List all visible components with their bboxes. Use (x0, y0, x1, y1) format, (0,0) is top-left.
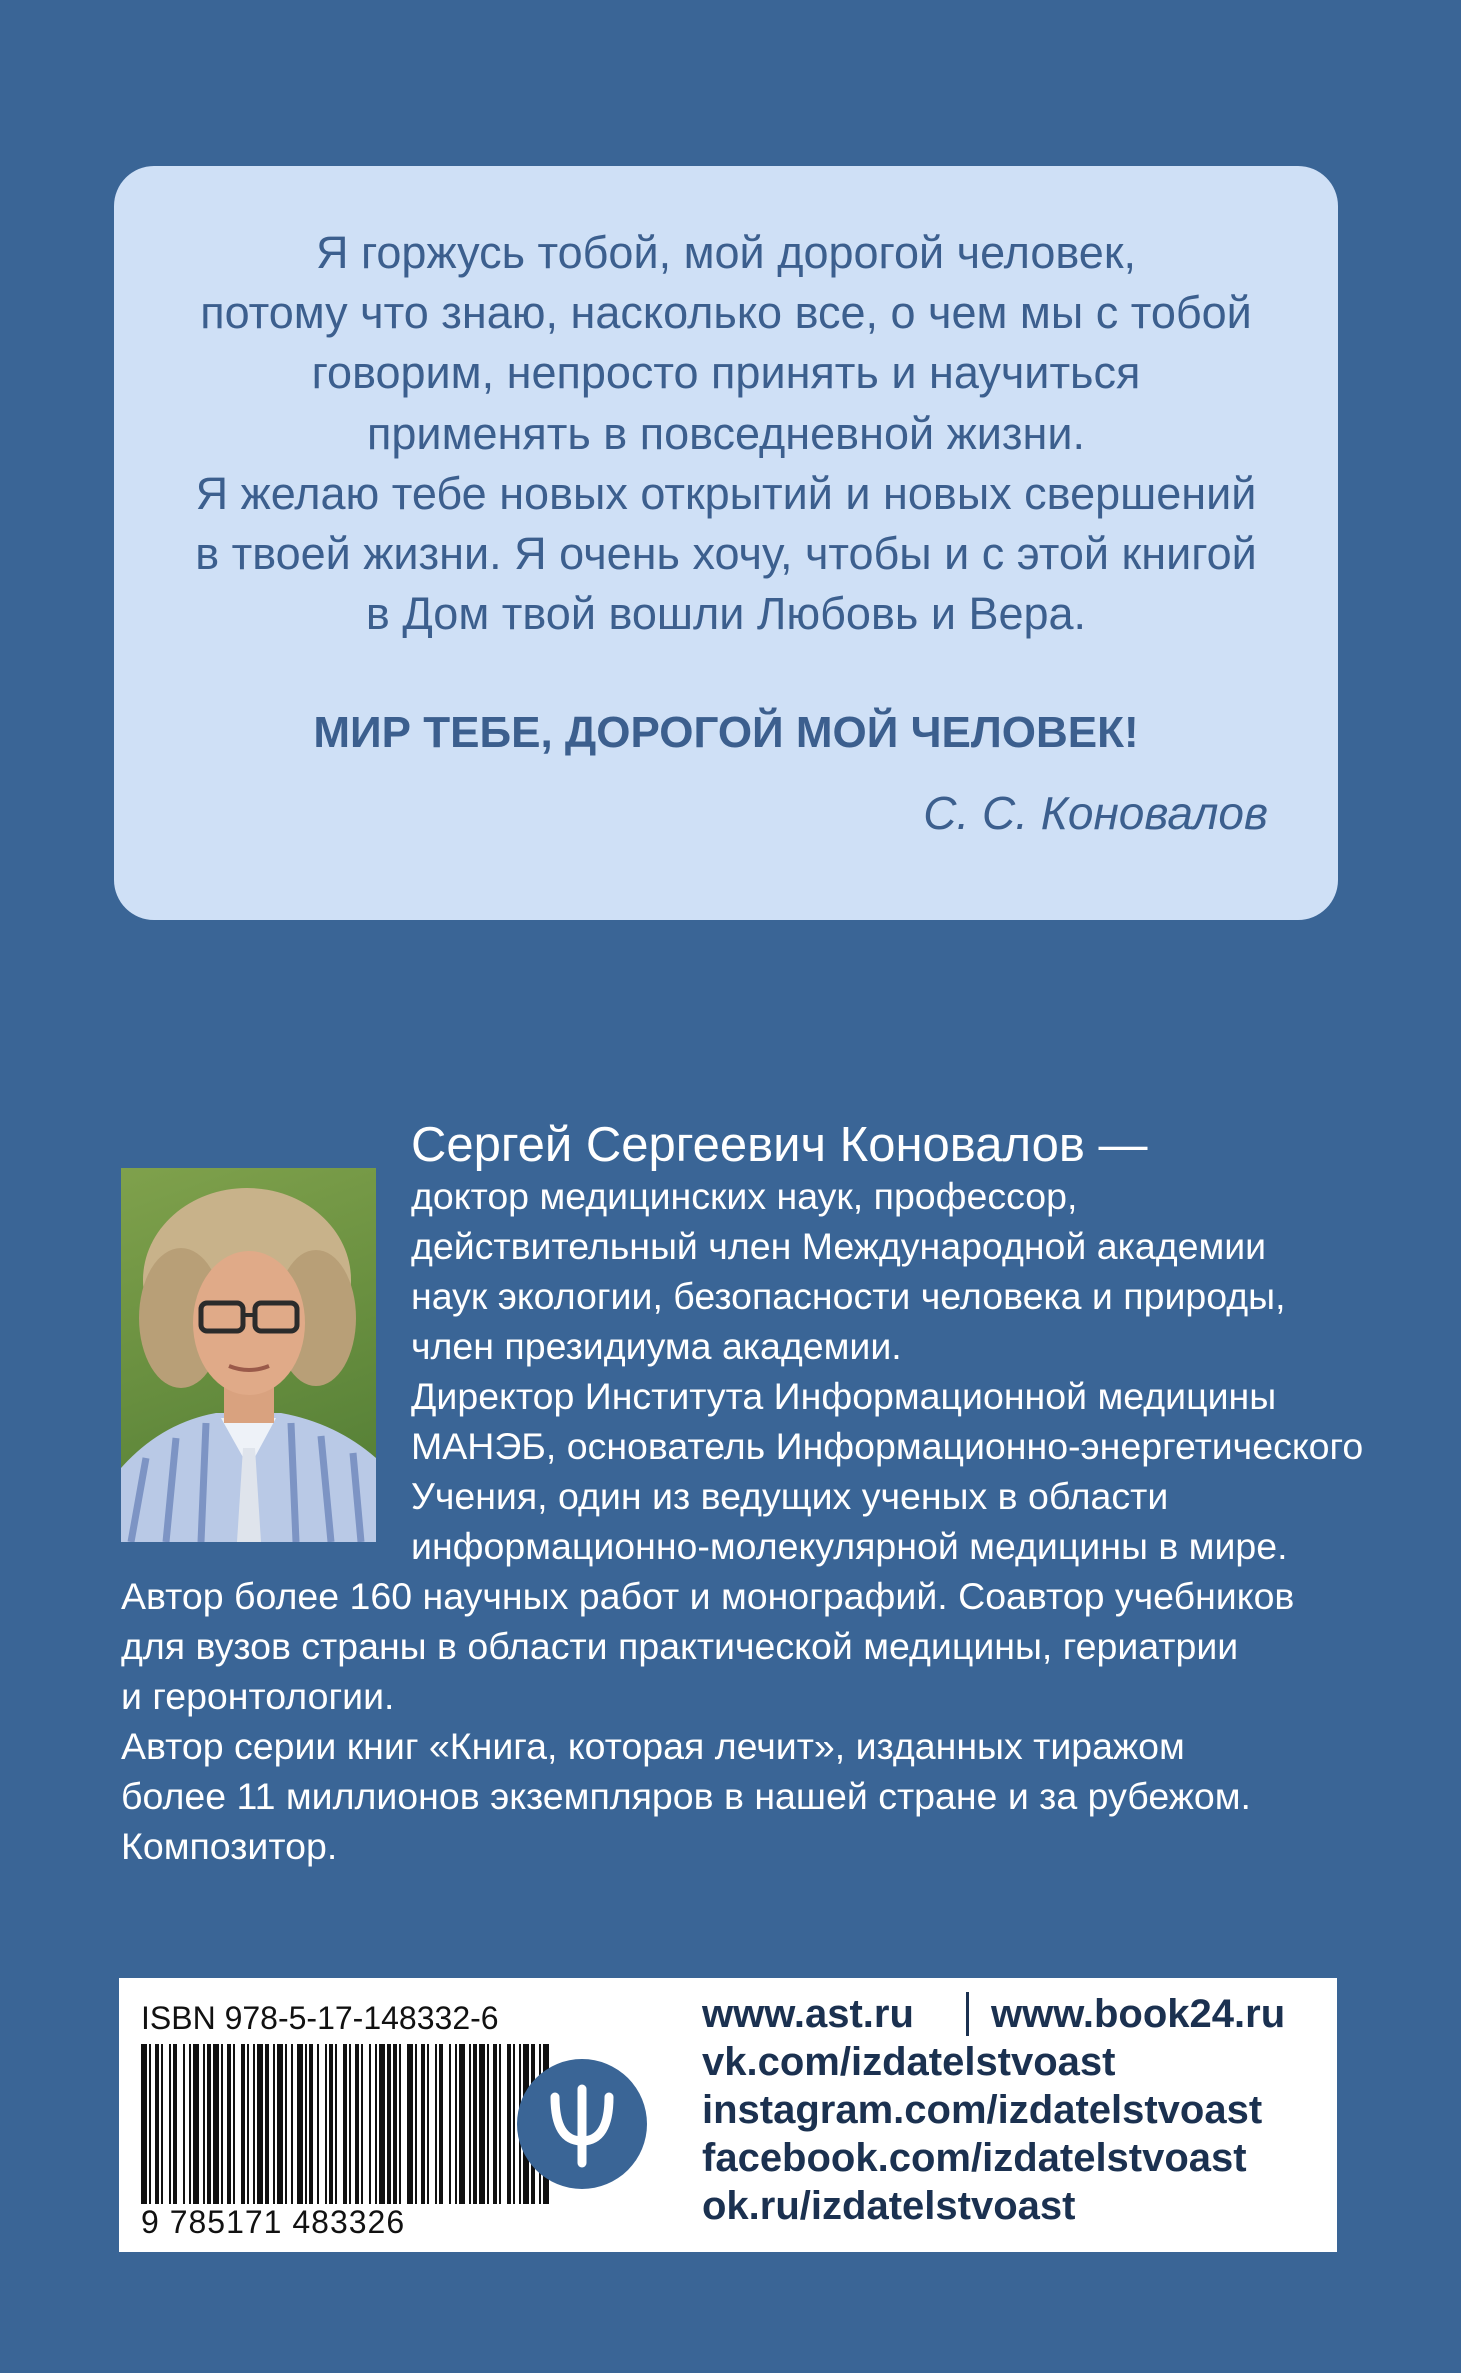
barcode-bar (449, 2044, 451, 2204)
barcode-bar (513, 2044, 515, 2204)
quote-motto: МИР ТЕБЕ, ДОРОГОЙ МОЙ ЧЕЛОВЕК! (313, 708, 1139, 757)
barcode-bar (469, 2044, 471, 2204)
barcode-bar (149, 2044, 151, 2204)
bio-line: Автор более 160 научных работ и монографий. Соавтор учебников (121, 1575, 1295, 1617)
isbn-label: ISBN 978-5-17-148332-6 (141, 2000, 499, 2036)
barcode-bar (421, 2044, 425, 2204)
barcode-bar (317, 2044, 319, 2204)
barcode-bar (203, 2044, 205, 2204)
barcode-bar (265, 2044, 269, 2204)
barcode-digits: 9 785171 483326 (141, 2204, 406, 2240)
barcode-bar (329, 2044, 333, 2204)
quote-box (114, 166, 1338, 920)
link-book24[interactable]: www.book24.ru (991, 1992, 1286, 2036)
link-divider (966, 1992, 969, 2036)
bio-line: МАНЭБ, основатель Информационно-энергетического (411, 1425, 1364, 1467)
barcode-bar (257, 2044, 263, 2204)
barcode-bar (193, 2044, 199, 2204)
quote-line: говорим, непросто принять и научиться (311, 347, 1141, 398)
quote-line: применять в повседневной жизни. (367, 408, 1085, 459)
barcode-bar (233, 2044, 235, 2204)
barcode-bar (493, 2044, 497, 2204)
barcode-bar (487, 2044, 489, 2204)
barcode-bar (309, 2044, 313, 2204)
quote-line: потому что знаю, насколько все, о чем мы с тобой (200, 287, 1252, 338)
barcode-bar (355, 2044, 359, 2204)
author-name: Сергей Сергеевич Коновалов — (411, 1118, 1148, 1172)
bio-line: для вузов страны в области практической медицины, гериатрии (121, 1625, 1239, 1667)
link-facebook[interactable]: facebook.com/izdatelstvoast (702, 2136, 1247, 2180)
barcode-bar (473, 2044, 477, 2204)
bio-line: Директор Института Информационной медицины (411, 1375, 1277, 1417)
barcode-bar (435, 2044, 437, 2204)
barcode-bar (499, 2044, 501, 2204)
quote-line: Я горжусь тобой, мой дорогой человек, (315, 227, 1137, 278)
quote-line: в твоей жизни. Я очень хочу, чтобы и с этой книгой (195, 528, 1257, 579)
bio-line: Учения, один из ведущих ученых в области (411, 1475, 1169, 1517)
barcode-bar (399, 2044, 401, 2204)
link-instagram[interactable]: instagram.com/izdatelstvoast (702, 2088, 1263, 2132)
barcode-icon (141, 2044, 551, 2204)
barcode-bar (439, 2044, 443, 2204)
barcode-bar (169, 2044, 171, 2204)
barcode-bar (285, 2044, 287, 2204)
quote-signature: С. С. Коновалов (923, 787, 1268, 839)
barcode-bar (207, 2044, 211, 2204)
barcode-bar (459, 2044, 465, 2204)
bio-line: Композитор. (121, 1825, 338, 1867)
barcode-bar (427, 2044, 429, 2204)
barcode-bar (189, 2044, 191, 2204)
barcode-bar (375, 2044, 377, 2204)
barcode-bar (325, 2044, 327, 2204)
bio-line: Автор серии книг «Книга, которая лечит», изданных тиражом (121, 1725, 1185, 1767)
bio-line: информационно-молекулярной медицины в мире. (411, 1525, 1288, 1567)
barcode-bar (305, 2044, 307, 2204)
barcode-bar (277, 2044, 283, 2204)
author-portrait-illustration (121, 1168, 376, 1542)
barcode-bar (369, 2044, 371, 2204)
barcode-bar (361, 2044, 363, 2204)
bio-line: доктор медицинских наук, профессор, (411, 1175, 1078, 1217)
barcode-bar (173, 2044, 177, 2204)
barcode-bar (335, 2044, 337, 2204)
bio-line: действительный член Международной академии (411, 1225, 1267, 1267)
bio-line: более 11 миллионов экземпляров в нашей стране и за рубежом. (121, 1775, 1251, 1817)
barcode-bar (213, 2044, 219, 2204)
barcode-bar (291, 2044, 293, 2204)
link-ok[interactable]: ok.ru/izdatelstvoast (702, 2184, 1076, 2228)
barcode-bar (455, 2044, 457, 2204)
barcode-bar (221, 2044, 223, 2204)
barcode-bar (155, 2044, 159, 2204)
barcode-bar (247, 2044, 249, 2204)
barcode-bar (227, 2044, 231, 2204)
publisher-logo-icon (517, 2059, 647, 2189)
barcode-bar (387, 2044, 391, 2204)
barcode-bar (379, 2044, 385, 2204)
link-ast[interactable]: www.ast.ru (702, 1992, 914, 2036)
barcode-bar (393, 2044, 397, 2204)
barcode-bar (273, 2044, 275, 2204)
bio-line: член президиума академии. (411, 1325, 902, 1367)
barcode-bar (415, 2044, 417, 2204)
quote-line: Я желаю тебе новых открытий и новых свершений (195, 468, 1257, 519)
author-photo (121, 1168, 376, 1542)
quote-line: в Дом твой вошли Любовь и Вера. (365, 588, 1087, 639)
barcode-bar (349, 2044, 351, 2204)
link-vk[interactable]: vk.com/izdatelstvoast (702, 2040, 1116, 2084)
bio-line: наук экологии, безопасности человека и природы, (411, 1275, 1286, 1317)
barcode-bar (253, 2044, 255, 2204)
barcode-bar (343, 2044, 347, 2204)
barcode-bar (407, 2044, 413, 2204)
barcode-bar (161, 2044, 163, 2204)
barcode-bar (241, 2044, 245, 2204)
barcode-bar (297, 2044, 303, 2204)
barcode-bar (183, 2044, 185, 2204)
barcode-bar (141, 2044, 147, 2204)
barcode-bar (507, 2044, 511, 2204)
barcode-bar (479, 2044, 485, 2204)
publisher-panel (119, 1978, 1337, 2252)
bio-line: и геронтологии. (121, 1675, 395, 1717)
